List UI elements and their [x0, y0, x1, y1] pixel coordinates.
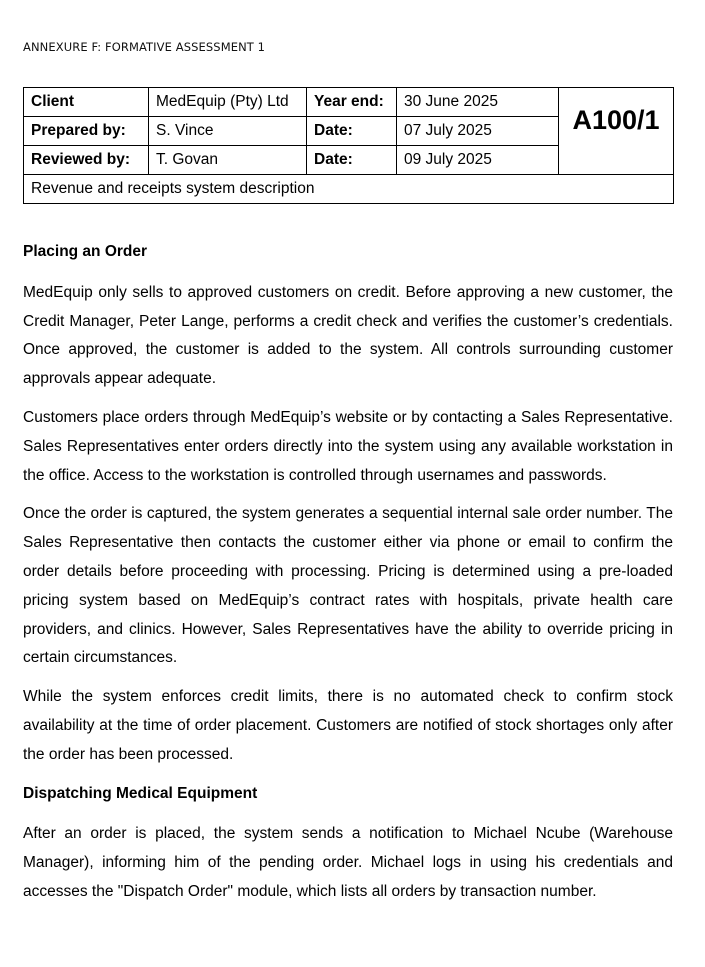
year-end-label: Year end: [307, 88, 397, 117]
working-paper-description: Revenue and receipts system description [24, 175, 674, 204]
year-end-value: 30 June 2025 [397, 88, 559, 117]
reviewed-by-value: T. Govan [149, 146, 307, 175]
paragraph: MedEquip only sells to approved customers on credit. Before approving a new customer, the Credit Manager, Peter Lange, performs a credit check and verifies the customer’s credentials. Once approved, the customer is added to the system. All controls surrounding customer approvals appear adequate. [23, 283, 673, 388]
annexure-title: ANNEXURE F: FORMATIVE ASSESSMENT 1 [23, 40, 266, 54]
reviewed-date-value: 09 July 2025 [397, 146, 559, 175]
paragraph: After an order is placed, the system sends a notification to Michael Ncube (Warehouse Manager), informing him of the pending order. Michael logs in using his credentials and accesses the "Dispatch Order" module, which lists all orders by transaction number. [23, 825, 673, 900]
prepared-by-label: Prepared by: [24, 117, 149, 146]
working-paper-header-table [23, 87, 674, 204]
header-row-client [24, 88, 674, 117]
prepared-date-label: Date: [307, 117, 397, 146]
paragraph: While the system enforces credit limits, there is no automated check to confirm stock availability at the time of order placement. Customers are notified of stock shortages only after the order has been processed. [23, 688, 673, 763]
reviewed-date-label: Date: [307, 146, 397, 175]
prepared-by-value: S. Vince [149, 117, 307, 146]
client-value: MedEquip (Pty) Ltd [149, 88, 307, 117]
paragraph: Customers place orders through MedEquip’s website or by contacting a Sales Representative. Sales Representatives enter orders directly into the system using any available workstation in the office. Access to the workstation is controlled through usernames and passwords. [23, 408, 673, 484]
header-row-description [24, 175, 674, 204]
document-body [23, 238, 673, 917]
client-label: Client [24, 88, 149, 117]
prepared-date-value: 07 July 2025 [397, 117, 559, 146]
reference-number: A100/1 [559, 88, 674, 175]
paragraph: Once the order is captured, the system generates a sequential internal sale order number. The Sales Representative then contacts the customer either via phone or email to confirm the order details before proceeding with processing. Pricing is determined using a pre-loaded pricing system based on MedEquip’s contract rates with hospitals, private health care providers, and clinics. However, Sales Representatives have the ability to override pricing in certain circumstances. [23, 505, 673, 667]
reviewed-by-label: Reviewed by: [24, 146, 149, 175]
section-heading-placing-order: Placing an Order [23, 243, 148, 260]
section-heading-dispatching: Dispatching Medical Equipment [23, 784, 258, 802]
